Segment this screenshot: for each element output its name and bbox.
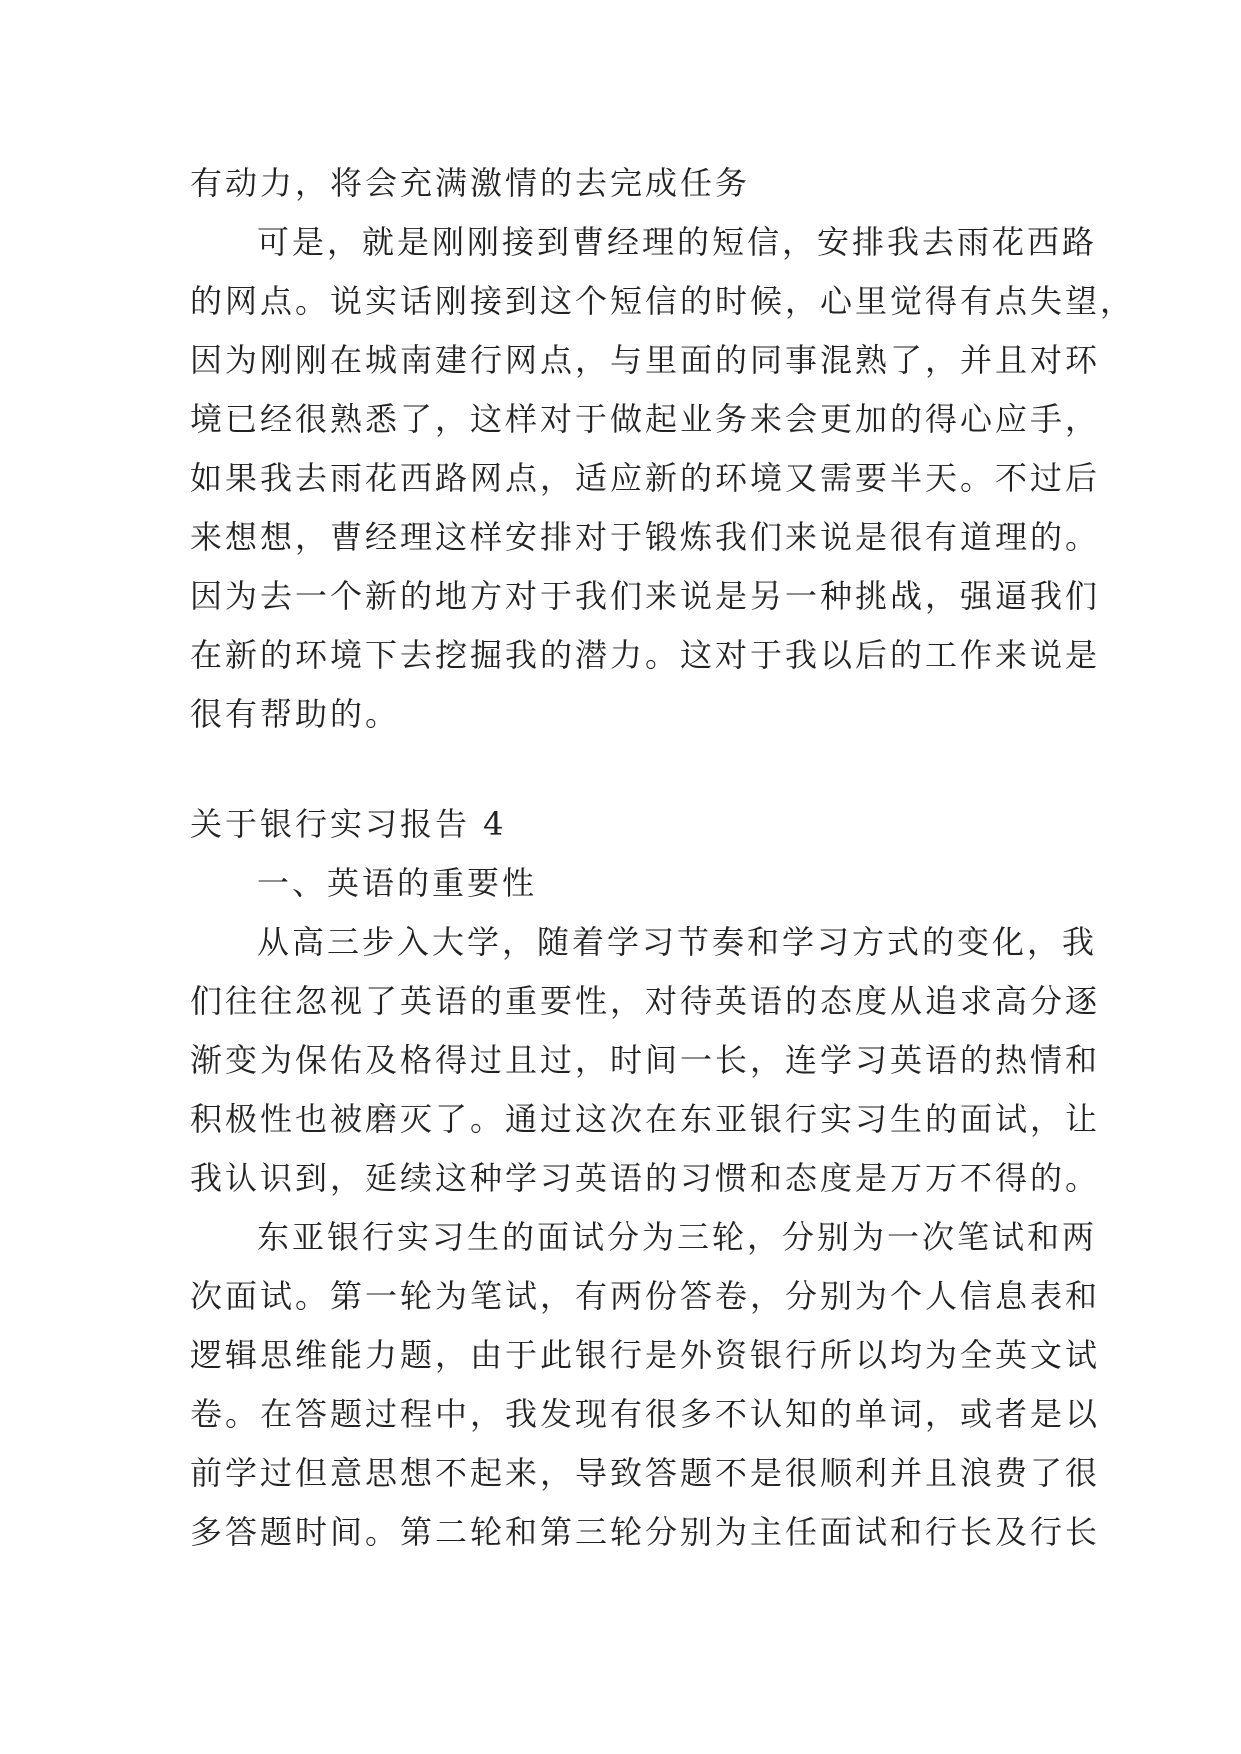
paragraph-line: 渐变为保佑及格得过且过，时间一长，连学习英语的热情和 [190, 1041, 1101, 1079]
paragraph-line: 卷。在答题过程中，我发现有很多不认知的单词，或者是以 [190, 1395, 1101, 1433]
paragraph-line: 有动力，将会充满激情的去完成任务 [190, 164, 751, 202]
paragraph-line: 东亚银行实习生的面试分为三轮，分别为一次笔试和两 [257, 1218, 1098, 1256]
paragraph-line: 我认识到，延续这种学习英语的习惯和态度是万万不得的。 [190, 1159, 1101, 1197]
paragraph-line: 的网点。说实话刚接到这个短信的时候，心里觉得有点失望， [190, 282, 1136, 320]
paragraph-line: 从高三步入大学，随着学习节奏和学习方式的变化，我 [257, 923, 1098, 961]
paragraph-line: 前学过但意思想不起来，导致答题不是很顺利并且浪费了很 [190, 1454, 1101, 1492]
paragraph-line: 很有帮助的。 [190, 695, 401, 733]
paragraph-line: 因为刚刚在城南建行网点，与里面的同事混熟了，并且对环 [190, 341, 1101, 379]
paragraph-line: 可是，就是刚刚接到曹经理的短信，安排我去雨花西路 [257, 223, 1098, 261]
paragraph-line: 因为去一个新的地方对于我们来说是另一种挑战，强逼我们 [190, 577, 1101, 615]
paragraph-line: 多答题时间。第二轮和第三轮分别为主任面试和行长及行长 [190, 1513, 1101, 1551]
paragraph-line: 在新的环境下去挖掘我的潜力。这对于我以后的工作来说是 [190, 636, 1101, 674]
subsection-heading: 一、英语的重要性 [257, 864, 538, 902]
paragraph-line: 境已经很熟悉了，这样对于做起业务来会更加的得心应手， [190, 400, 1101, 438]
paragraph-line: 积极性也被磨灭了。通过这次在东亚银行实习生的面试，让 [190, 1100, 1101, 1138]
paragraph-line: 如果我去雨花西路网点，适应新的环境又需要半天。不过后 [190, 459, 1101, 497]
paragraph-line: 来想想，曹经理这样安排对于锻炼我们来说是很有道理的。 [190, 518, 1101, 556]
paragraph-line: 们往往忽视了英语的重要性，对待英语的态度从追求高分逐 [190, 982, 1101, 1020]
paragraph-line: 逻辑思维能力题，由于此银行是外资银行所以均为全英文试 [190, 1336, 1101, 1374]
section-heading: 关于银行实习报告 4 [190, 805, 507, 843]
paragraph-line: 次面试。第一轮为笔试，有两份答卷，分别为个人信息表和 [190, 1277, 1101, 1315]
